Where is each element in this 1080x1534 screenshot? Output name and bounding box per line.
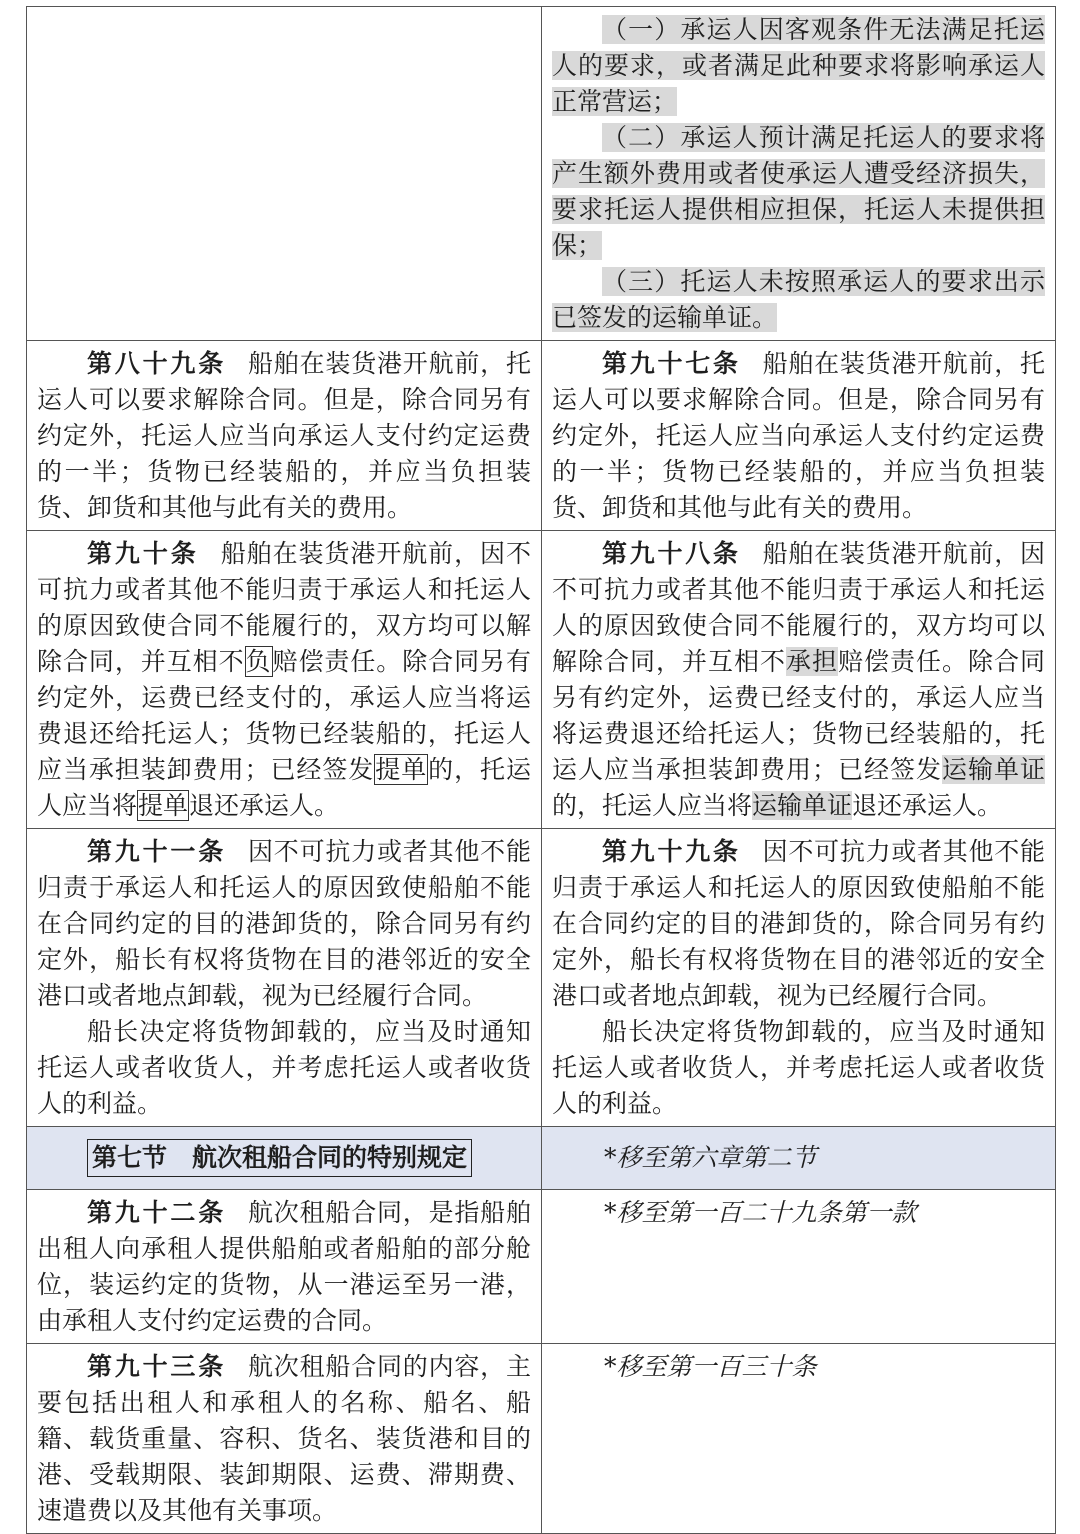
table-row	[27, 531, 1056, 829]
table-row	[27, 341, 1056, 531]
moved-note: *移至第一百三十条	[604, 1352, 817, 1381]
list-item: （三）托运人未按照承运人的要求出示已签发的运输单证。	[552, 267, 1045, 332]
changed-text-highlight: 承担	[785, 647, 838, 676]
new-law-cell	[542, 341, 1056, 531]
new-law-cell	[542, 1190, 1056, 1344]
comparison-table	[26, 6, 1056, 1534]
old-law-cell: 第九十条 船舶在装货港开航前，因不可抗力或者其他不能归责于承运人和托运人的原因致使合同不能履行的，双方均可以解除合同，并互相不负赔偿责任。除合同另有约定外，运费已经支付的，承运人应当将运费退还给托运人；货物已经装船的，托运人应当承担装卸费用；已经签发提单的，托运人应当将提单退还承运人。	[27, 531, 542, 829]
new-law-cell	[542, 1127, 1056, 1190]
new-law-cell	[542, 7, 1056, 341]
article-text: 航次租船合同，是指船舶出租人向承租人提供船舶或者船舶的部分舱位，装运约定的货物，从一港运至另一港，由承租人支付约定运费的合同。	[37, 1198, 531, 1335]
new-law-cell	[542, 1344, 1056, 1534]
article-text: 航次租船合同的内容，主要包括出租人和承租人的名称、船名、船籍、载货重量、容积、货名、装货港和目的港、受载期限、装卸期限、运费、滞期费、速遣费以及其他有关事项。	[37, 1352, 531, 1525]
moved-note: *移至第六章第二节	[604, 1143, 817, 1172]
changed-text-box: 负	[245, 647, 272, 676]
list-item: （一）承运人因客观条件无法满足托运人的要求，或者满足此种要求将影响承运人正常营运；	[552, 15, 1045, 116]
old-law-cell-empty	[27, 7, 542, 341]
section-title: 第七节 航次租船合同的特别规定	[87, 1139, 472, 1177]
old-law-cell	[27, 1344, 542, 1534]
old-law-cell	[27, 1127, 542, 1190]
table-row	[27, 7, 1056, 341]
old-law-cell	[27, 1190, 542, 1344]
article-title: 第九十九条	[602, 837, 741, 866]
table-row	[27, 1344, 1056, 1534]
article-paragraph: 船长决定将货物卸载的，应当及时通知托运人或者收货人，并考虑托运人或者收货人的利益。	[37, 1017, 531, 1118]
section-row	[27, 1127, 1056, 1190]
article-title: 第九十三条	[87, 1352, 226, 1381]
article-title: 第九十条	[87, 539, 199, 568]
table-row	[27, 1190, 1056, 1344]
article-title: 第九十七条	[602, 349, 741, 378]
article-title: 第九十八条	[602, 539, 741, 568]
list-item: （二）承运人预计满足托运人的要求将产生额外费用或者使承运人遭受经济损失，要求托运人提供相应担保，托运人未提供担保；	[552, 123, 1045, 260]
article-text: 船舶在装货港开航前，托运人可以要求解除合同。但是，除合同另有约定外，托运人应当向承运人支付约定运费的一半；货物已经装船的，并应当负担装货、卸货和其他与此有关的费用。	[552, 349, 1045, 522]
changed-text-highlight: 运输单证	[752, 791, 853, 820]
article-text: 船舶在装货港开航前，托运人可以要求解除合同。但是，除合同另有约定外，托运人应当向承运人支付约定运费的一半；货物已经装船的，并应当负担装货、卸货和其他与此有关的费用。	[37, 349, 531, 522]
new-law-cell: 第九十八条 船舶在装货港开航前，因不可抗力或者其他不能归责于承运人和托运人的原因致使合同不能履行的，双方均可以解除合同，并互相不承担赔偿责任。除合同另有约定外，运费已经支付的，承运人应当将运费退还给托运人；货物已经装船的，托运人应当承担装卸费用；已经签发运输单证的，托运人应当将运输单证退还承运人。	[542, 531, 1056, 829]
old-law-cell	[27, 829, 542, 1127]
old-law-cell	[27, 341, 542, 531]
changed-text-box: 提单	[375, 755, 428, 784]
article-title: 第八十九条	[87, 349, 226, 378]
article-title: 第九十二条	[87, 1198, 226, 1227]
table-row	[27, 829, 1056, 1127]
article-text: 因不可抗力或者其他不能归责于承运人和托运人的原因致使船舶不能在合同约定的目的港卸货的，除合同另有约定外，船长有权将货物在目的港邻近的安全港口或者地点卸载，视为已经履行合同。	[552, 837, 1045, 1010]
article-paragraph: 船长决定将货物卸载的，应当及时通知托运人或者收货人，并考虑托运人或者收货人的利益。	[552, 1017, 1045, 1118]
changed-text-highlight: 运输单证	[941, 755, 1045, 784]
article-text: 因不可抗力或者其他不能归责于承运人和托运人的原因致使船舶不能在合同约定的目的港卸货的，除合同另有约定外，船长有权将货物在目的港邻近的安全港口或者地点卸载，视为已经履行合同。	[37, 837, 531, 1010]
moved-note: *移至第一百二十九条第一款	[604, 1198, 917, 1227]
changed-text-box: 提单	[138, 791, 189, 820]
article-title: 第九十一条	[87, 837, 226, 866]
new-law-cell	[542, 829, 1056, 1127]
